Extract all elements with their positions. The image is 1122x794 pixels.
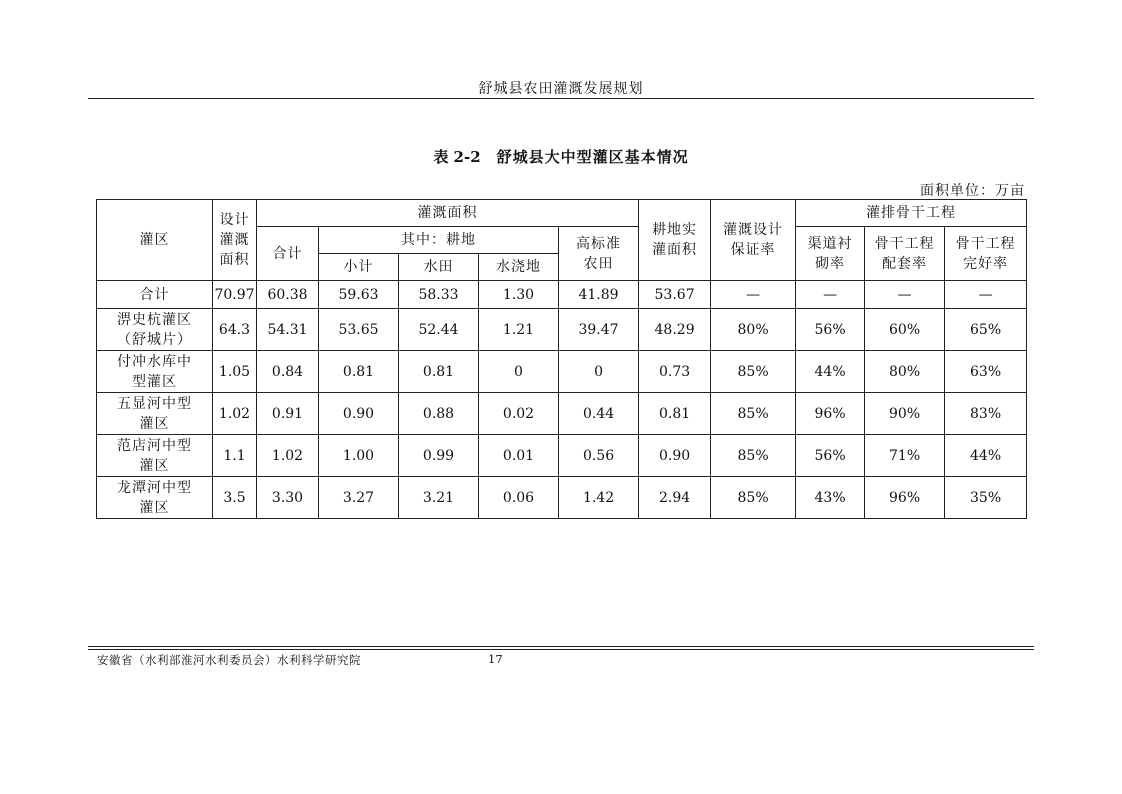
cell-lining: 56% [796,309,865,351]
cell-intact: 63% [945,351,1027,393]
col-irrigated-dry: 水浇地 [479,254,559,281]
cell-actual: 0.90 [639,435,711,477]
header-rule [88,98,1034,99]
header-row-1 [97,200,1027,227]
table-row [97,351,1027,393]
col-paddy: 水田 [399,254,479,281]
row-name-line-2: 灌区 [139,415,170,432]
cell-total: 0.91 [257,393,319,435]
cell-paddy: 0.99 [399,435,479,477]
cell-lining: — [796,281,865,309]
irrigation-district-table [96,199,1027,519]
cell-guarantee: 85% [711,477,796,519]
cell-high: 0.56 [559,435,639,477]
table-row [97,309,1027,351]
col-design-area [213,200,257,281]
col-backbone-intact-line-1: 骨干工程 [955,235,1016,252]
cell-design: 1.02 [213,393,257,435]
col-design-area-line-3: 面积 [219,252,250,268]
cell-subtotal: 0.81 [319,351,399,393]
col-canal-lining-line-2: 砌率 [815,255,846,272]
cell-matching: 60% [865,309,945,351]
cell-actual: 53.67 [639,281,711,309]
row-name-line-2: 型灌区 [132,373,177,390]
cell-paddy: 0.81 [399,351,479,393]
cell-guarantee: 85% [711,351,796,393]
cell-intact: 44% [945,435,1027,477]
col-irrigation-area: 灌溉面积 [257,200,639,227]
col-backbone-intact-line-2: 完好率 [963,255,1009,272]
cell-actual: 2.94 [639,477,711,519]
cell-paddy: 52.44 [399,309,479,351]
cell-guarantee: — [711,281,796,309]
cell-dry: 0.02 [479,393,559,435]
cell-dry: 0.01 [479,435,559,477]
row-name-line-1: 付冲水库中 [117,353,192,370]
cell-dry: 1.30 [479,281,559,309]
table-row [97,393,1027,435]
table-title [0,146,1122,167]
cell-dry: 0 [479,351,559,393]
cell-total: 54.31 [257,309,319,351]
col-design-area-line-1: 设计 [219,212,250,228]
cell-total: 1.02 [257,435,319,477]
cell-matching: 71% [865,435,945,477]
col-farmland-actual-line-1: 耕地实 [652,222,698,238]
col-district: 灌区 [97,200,213,281]
cell-intact: 65% [945,309,1027,351]
col-farmland-actual [639,200,711,281]
cell-design: 1.05 [213,351,257,393]
cell-matching: 80% [865,351,945,393]
cell-subtotal: 3.27 [319,477,399,519]
cell-total: 60.38 [257,281,319,309]
page-header-title: 舒城县农田灌溉发展规划 [478,81,644,97]
cell-lining: 56% [796,435,865,477]
footer-institution: 安徽省（水利部淮河水利委员会）水利科学研究院 [97,653,361,667]
row-name-line-1: 龙潭河中型 [117,479,192,496]
col-backbone-intact [945,227,1027,281]
cell-high: 39.47 [559,309,639,351]
table-title-text: 舒城县大中型灌区基本情况 [496,148,689,166]
col-backbone: 灌排骨干工程 [796,200,1027,227]
row-name [97,309,213,351]
row-name-line-2: （舒城片） [117,331,192,348]
cell-matching: — [865,281,945,309]
cell-total: 3.30 [257,477,319,519]
cell-design: 1.1 [213,435,257,477]
cell-guarantee: 85% [711,393,796,435]
col-farmland-actual-line-2: 灌面积 [652,242,698,258]
col-high-standard-line-2: 农田 [583,255,614,272]
table-number: 表 2-2 [433,148,481,166]
row-name [97,477,213,519]
footer-rule-bottom [88,649,1034,650]
cell-guarantee: 80% [711,309,796,351]
cell-actual: 48.29 [639,309,711,351]
cell-design: 64.3 [213,309,257,351]
col-design-guarantee-line-2: 保证率 [730,242,776,258]
col-backbone-matching-line-1: 骨干工程 [874,235,935,252]
footer-rule-top [88,646,1034,647]
cell-intact: 35% [945,477,1027,519]
table-row [97,477,1027,519]
row-name-line-2: 灌区 [139,457,170,474]
unit-note: 面积单位：万亩 [920,183,1025,199]
cell-subtotal: 59.63 [319,281,399,309]
cell-actual: 0.73 [639,351,711,393]
row-name-line-1: 范店河中型 [117,437,192,454]
cell-paddy: 0.88 [399,393,479,435]
cell-lining: 44% [796,351,865,393]
cell-matching: 90% [865,393,945,435]
cell-dry: 0.06 [479,477,559,519]
cell-paddy: 58.33 [399,281,479,309]
cell-total: 0.84 [257,351,319,393]
col-backbone-matching-line-2: 配套率 [882,255,928,272]
col-total: 合计 [257,227,319,281]
cell-high: 0.44 [559,393,639,435]
cell-actual: 0.81 [639,393,711,435]
cell-lining: 43% [796,477,865,519]
table-row [97,281,1027,309]
cell-lining: 96% [796,393,865,435]
cell-high: 0 [559,351,639,393]
cell-subtotal: 1.00 [319,435,399,477]
cell-subtotal: 0.90 [319,393,399,435]
row-name-line-1: 淠史杭灌区 [117,311,192,328]
row-name-line-1: 五显河中型 [117,395,192,412]
col-subtotal: 小计 [319,254,399,281]
cell-matching: 96% [865,477,945,519]
col-high-standard-line-1: 高标准 [576,235,622,252]
cell-intact: — [945,281,1027,309]
row-name-line-2: 灌区 [139,499,170,516]
col-backbone-matching [865,227,945,281]
row-name [97,351,213,393]
cell-high: 41.89 [559,281,639,309]
col-design-guarantee [711,200,796,281]
cell-dry: 1.21 [479,309,559,351]
row-name [97,393,213,435]
cell-guarantee: 85% [711,435,796,477]
page-number: 17 [488,652,503,666]
row-name: 合计 [97,281,213,309]
row-name [97,435,213,477]
cell-subtotal: 53.65 [319,309,399,351]
col-of-which-farmland: 其中：耕地 [319,227,559,254]
col-design-guarantee-line-1: 灌溉设计 [723,222,784,238]
col-canal-lining [796,227,865,281]
cell-design: 3.5 [213,477,257,519]
table-row [97,435,1027,477]
col-high-standard [559,227,639,281]
col-design-area-line-2: 灌溉 [219,232,250,248]
col-canal-lining-line-1: 渠道衬 [807,235,853,252]
cell-paddy: 3.21 [399,477,479,519]
cell-design: 70.97 [213,281,257,309]
cell-high: 1.42 [559,477,639,519]
cell-intact: 83% [945,393,1027,435]
